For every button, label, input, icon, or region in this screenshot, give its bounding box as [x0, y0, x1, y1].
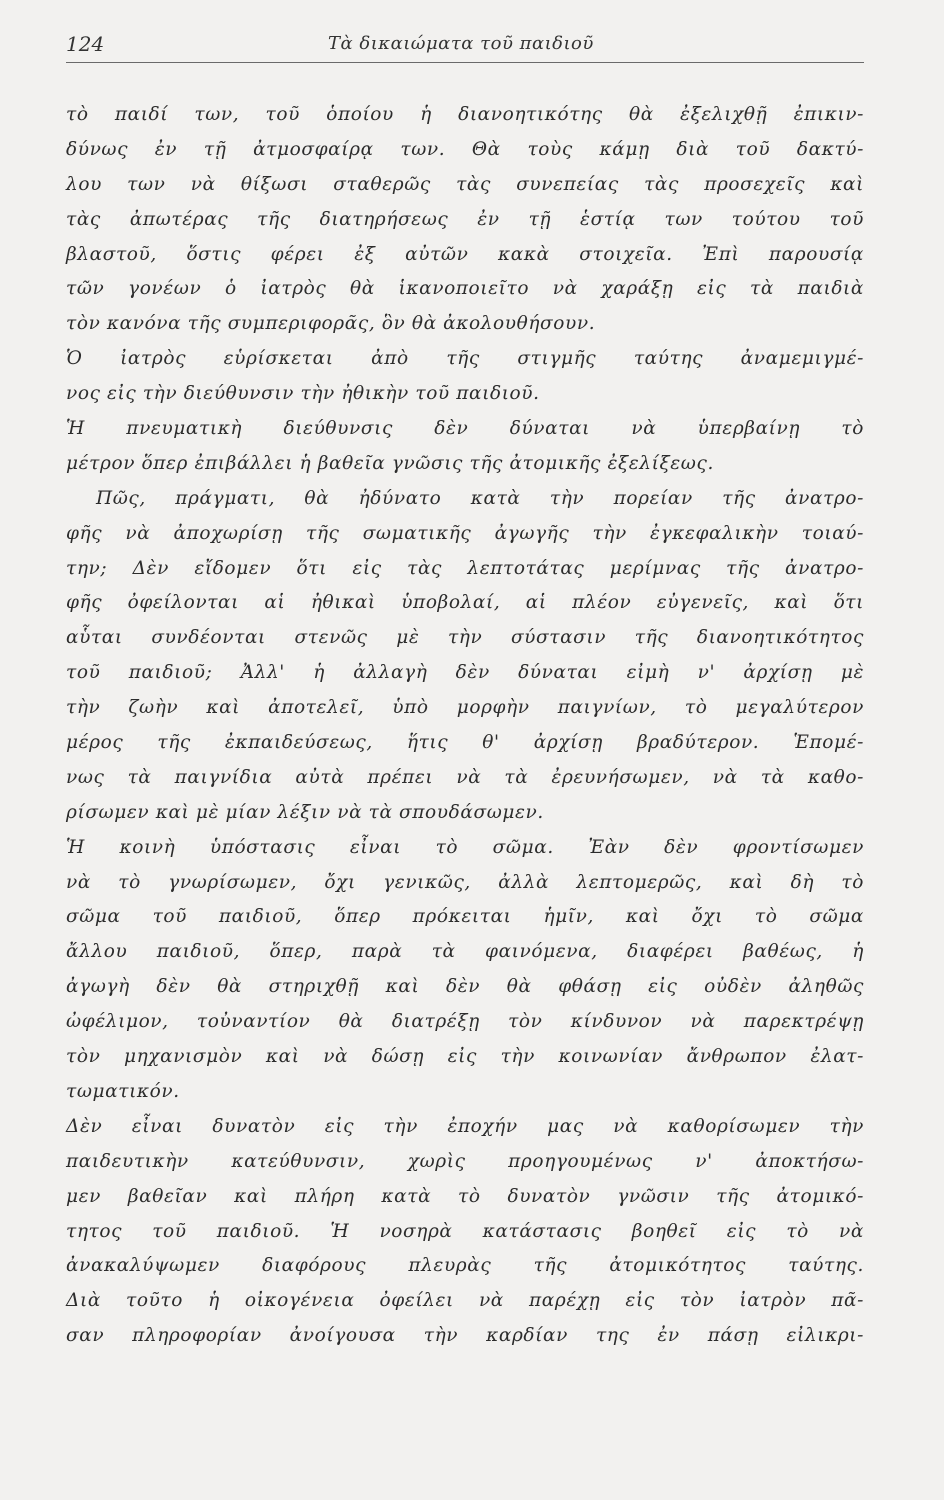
text-line: νὰ τὸ γνωρίσωμεν, ὄχι γενικῶς, ἀλλὰ λεπτομερῶς, καὶ δὴ τὸ [66, 871, 864, 893]
text-line: παιδευτικὴν κατεύθυνσιν, χωρὶς προηγουμένως ν' ἀποκτήσω- [66, 1150, 864, 1172]
text-line: ρίσωμεν καὶ μὲ μίαν λέξιν νὰ τὰ σπουδάσωμεν. [66, 801, 544, 823]
text-line: τὸ παιδί των, τοῦ ὁποίου ἡ διανοητικότης θὰ ἐξελιχθῇ ἐπικιν- [66, 104, 864, 125]
text-line: μέτρον ὅπερ ἐπιβάλλει ἡ βαθεῖα γνῶσις τῆς ἀτομικῆς ἐξελίξεως. [66, 452, 714, 474]
text-line: σαν πληροφορίαν ἀνοίγουσα τὴν καρδίαν της ἐν πάσῃ εἰλικρι- [66, 1325, 864, 1347]
text-line: σῶμα τοῦ παιδιοῦ, ὅπερ πρόκειται ἡμῖν, καὶ ὄχι τὸ σῶμα [66, 906, 864, 928]
text-line: Ὁ ἰατρὸς εὑρίσκεται ἀπὸ τῆς στιγμῆς ταύτης ἀναμεμιγμέ- [66, 348, 864, 370]
text-line: τὰς ἀπωτέρας τῆς διατηρήσεως ἐν τῇ ἑστίᾳ των τούτου τοῦ [66, 208, 864, 230]
running-title: Τὰ δικαιώματα τοῦ παιδιοῦ [328, 33, 594, 54]
text-line: Δὲν εἶναι δυνατὸν εἰς τὴν ἐποχήν μας νὰ καθορίσωμεν τὴν [66, 1115, 864, 1137]
text-line: βλαστοῦ, ὅστις φέρει ἐξ αὐτῶν κακὰ στοιχεῖα. Ἐπὶ παρουσίᾳ [66, 243, 864, 265]
text-line: νος εἰς τὴν διεύθυνσιν τὴν ἠθικὴν τοῦ παιδιοῦ. [66, 383, 540, 405]
page-header [66, 30, 864, 63]
text-line: ἄλλου παιδιοῦ, ὅπερ, παρὰ τὰ φαινόμενα, διαφέρει βαθέως, ἡ [66, 941, 864, 963]
text-line: μέρος τῆς ἐκπαιδεύσεως, ἥτις θ' ἀρχίσῃ βραδύτερον. Ἑπομέ- [66, 732, 864, 754]
text-line: νως τὰ παιγνίδια αὐτὰ πρέπει νὰ τὰ ἐρευνήσωμεν, νὰ τὰ καθο- [66, 766, 864, 788]
text-line: αὗται συνδέονται στενῶς μὲ τὴν σύστασιν τῆς διανοητικότητος [66, 627, 864, 649]
text-line: τὸν κανόνα τῆς συμπεριφορᾶς, ὃν θὰ ἀκολουθήσουν. [66, 313, 596, 335]
text-line: ἀνακαλύψωμεν διαφόρους πλευρὰς τῆς ἀτομικότητος ταύτης. [66, 1255, 864, 1277]
text-line: τῶν γονέων ὁ ἰατρὸς θὰ ἱκανοποιεῖτο νὰ χαράξῃ εἰς τὰ παιδιὰ [66, 278, 864, 300]
text-line: μεν βαθεῖαν καὶ πλήρη κατὰ τὸ δυνατὸν γνῶσιν τῆς ἀτομικό- [66, 1185, 864, 1207]
page-number: 124 [66, 32, 105, 56]
text-line: τητος τοῦ παιδιοῦ. Ἡ νοσηρὰ κατάστασις βοηθεῖ εἰς τὸ νὰ [66, 1220, 864, 1242]
text-line: τοῦ παιδιοῦ; Ἀλλ' ἡ ἀλλαγὴ δὲν δύναται εἰμὴ ν' ἀρχίσῃ μὲ [66, 662, 864, 684]
text-line: τὴν ζωὴν καὶ ἀποτελεῖ, ὑπὸ μορφὴν παιγνίων, τὸ μεγαλύτερον [66, 697, 864, 719]
text-line: Ἡ πνευματικὴ διεύθυνσις δὲν δύναται νὰ ὑπερβαίνῃ τὸ [66, 418, 864, 440]
text-line: ὠφέλιμον, τοὐναντίον θὰ διατρέξῃ τὸν κίνδυνον νὰ παρεκτρέψῃ [66, 1011, 864, 1033]
text-line: φῆς νὰ ἀποχωρίσῃ τῆς σωματικῆς ἀγωγῆς τὴν ἐγκεφαλικὴν τοιαύ- [66, 522, 864, 544]
text-line: δύνως ἐν τῇ ἀτμοσφαίρᾳ των. Θὰ τοὺς κάμῃ διὰ τοῦ δακτύ- [66, 138, 864, 160]
body-text [66, 98, 864, 1354]
text-line: Ἡ κοινὴ ὑπόστασις εἶναι τὸ σῶμα. Ἐὰν δὲν φροντίσωμεν [66, 836, 864, 858]
text-line: Διὰ τοῦτο ἡ οἰκογένεια ὀφείλει νὰ παρέχῃ εἰς τὸν ἰατρὸν πᾶ- [66, 1290, 864, 1312]
text-line: Πῶς, πράγματι, θὰ ἠδύνατο κατὰ τὴν πορείαν τῆς ἀνατρο- [96, 487, 864, 509]
text-line: φῆς ὀφείλονται αἱ ἠθικαὶ ὑποβολαί, αἱ πλέον εὐγενεῖς, καὶ ὅτι [66, 592, 864, 614]
text-line: τὸν μηχανισμὸν καὶ νὰ δώσῃ εἰς τὴν κοινωνίαν ἄνθρωπον ἐλατ- [66, 1046, 864, 1068]
text-line: ἀγωγὴ δὲν θὰ στηριχθῇ καὶ δὲν θὰ φθάσῃ εἰς οὐδὲν ἀληθῶς [66, 976, 864, 998]
text-line: την; Δὲν εἴδομεν ὅτι εἰς τὰς λεπτοτάτας μερίμνας τῆς ἀνατρο- [66, 557, 864, 579]
text-line: τωματικόν. [66, 1080, 180, 1102]
text-line: λου των νὰ θίξωσι σταθερῶς τὰς συνεπείας τὰς προσεχεῖς καὶ [66, 173, 864, 195]
